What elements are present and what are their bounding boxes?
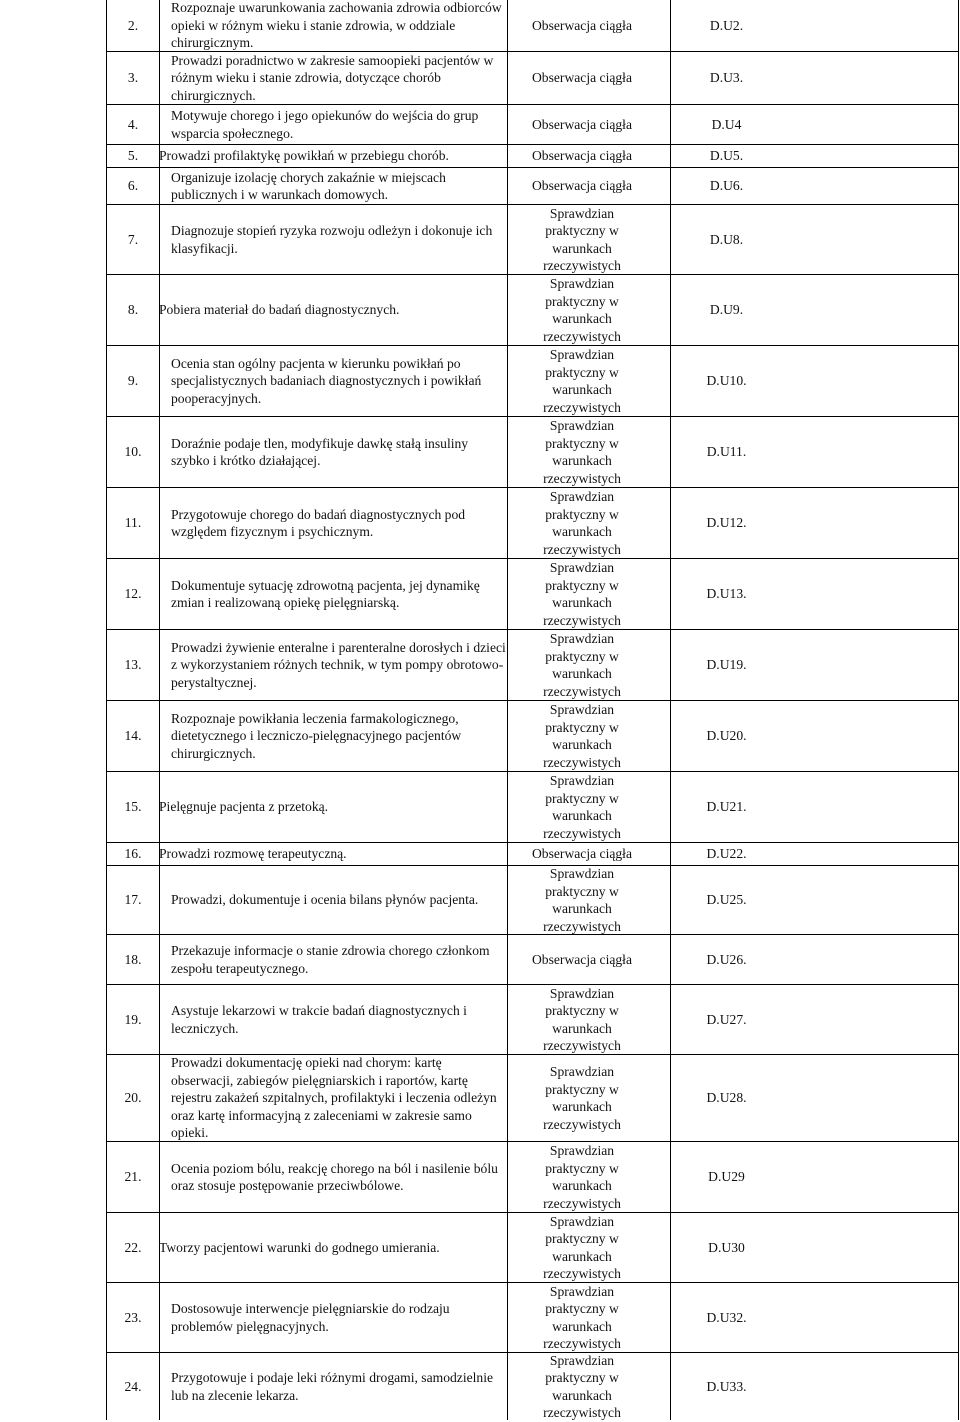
verification-method bbox=[507, 843, 657, 865]
outcome-description bbox=[171, 1055, 511, 1141]
outcome-description bbox=[171, 0, 511, 51]
verification-method-line: Sprawdzian bbox=[549, 1213, 615, 1229]
outcome-code-text: D.U3. bbox=[709, 70, 744, 86]
outcome-code bbox=[670, 275, 783, 345]
outcome-code-text: D.U32. bbox=[706, 1309, 747, 1325]
verification-method bbox=[507, 105, 657, 144]
row-number-text: 13. bbox=[124, 657, 142, 673]
table-row bbox=[107, 1213, 958, 1283]
row-number-text: 21. bbox=[124, 1169, 142, 1185]
table-row bbox=[107, 168, 958, 205]
outcome-code bbox=[670, 417, 783, 487]
row-number bbox=[107, 168, 159, 204]
outcome-description-text: Dostosowuje interwencje pielęgniarskie do rodzaju problemów pielęgnacyjnych. bbox=[171, 1301, 450, 1334]
verification-method bbox=[507, 630, 657, 700]
row-number-text: 19. bbox=[124, 1011, 142, 1027]
outcome-code bbox=[670, 1055, 783, 1141]
verification-method-line: Sprawdzian bbox=[549, 489, 615, 504]
row-number-text: 4. bbox=[127, 116, 139, 132]
row-number: 15. bbox=[124, 799, 142, 815]
row-number bbox=[107, 559, 159, 629]
row-number bbox=[107, 866, 159, 934]
verification-method-line: rzeczywistych bbox=[543, 328, 621, 344]
verification-method-line: praktyczny w bbox=[545, 790, 619, 806]
verification-method-line: rzeczywistych bbox=[543, 1266, 621, 1281]
outcome-description-text: Rozpoznaje powikłania leczenia farmakologicznego, dietetycznego i leczniczo-pielęgnacyjnego pacjentów chirurgicznych. bbox=[171, 710, 462, 761]
verification-method bbox=[507, 488, 657, 558]
row-number bbox=[107, 0, 159, 51]
verification-method-line: praktyczny w bbox=[545, 223, 619, 238]
outcome-description bbox=[171, 488, 511, 558]
verification-method-text: Obserwacja ciągła bbox=[531, 116, 632, 132]
verification-method bbox=[507, 866, 657, 934]
outcome-description-text: Ocenia stan ogólny pacjenta w kierunku powikłań po specjalistycznych badaniach diagnostycznych i powikłań pooperacyjnych. bbox=[171, 355, 482, 406]
verification-method bbox=[507, 205, 657, 274]
outcome-description-text: Ocenia poziom bólu, reakcję chorego na ból i nasilenie bólu oraz stosuje postępowanie przeciwbólowe. bbox=[171, 1160, 498, 1193]
outcome-code-text: D.U27. bbox=[706, 1011, 747, 1027]
row-number bbox=[107, 346, 159, 416]
verification-method-line: warunkach bbox=[552, 737, 612, 752]
verification-method bbox=[507, 1213, 657, 1282]
verification-method-line: rzeczywistych bbox=[543, 399, 621, 415]
outcome-description-text: Tworzy pacjentowi warunki do godnego umierania. bbox=[159, 1239, 440, 1255]
verification-method-line: rzeczywistych bbox=[543, 754, 621, 770]
verification-method-line: praktyczny w bbox=[545, 1081, 619, 1097]
outcome-code bbox=[670, 1283, 783, 1352]
table-row bbox=[107, 630, 958, 701]
outcome-code-text: D.U13. bbox=[706, 586, 747, 602]
verification-method-text: Obserwacja ciągła bbox=[531, 148, 632, 164]
row-number-text: 10. bbox=[124, 444, 142, 460]
outcome-description bbox=[171, 1283, 511, 1352]
verification-method bbox=[507, 145, 657, 167]
outcome-description-text: Prowadzi, dokumentuje i ocenia bilans płynów pacjenta. bbox=[171, 892, 479, 908]
outcome-description-text: Prowadzi profilaktykę powikłań w przebiegu chorób. bbox=[159, 148, 449, 164]
verification-method-line: praktyczny w bbox=[545, 293, 619, 309]
outcome-description bbox=[127, 275, 511, 345]
verification-method-line: Sprawdzian bbox=[549, 866, 615, 881]
verification-method-line: warunkach bbox=[552, 666, 612, 681]
verification-method-line: rzeczywistych bbox=[543, 1336, 621, 1351]
verification-method-line: warunkach bbox=[552, 240, 612, 256]
outcome-code bbox=[670, 866, 783, 934]
verification-method-line: Sprawdzian bbox=[549, 631, 615, 646]
verification-method bbox=[507, 1353, 657, 1420]
outcome-description bbox=[171, 866, 511, 934]
outcome-description bbox=[171, 168, 511, 204]
outcome-description bbox=[171, 630, 511, 700]
table-row bbox=[107, 346, 958, 417]
outcome-description-text: Przygotowuje chorego do badań diagnostycznych pod względem fizycznym i psychicznym. bbox=[171, 506, 466, 539]
row-number bbox=[107, 985, 159, 1054]
row-number bbox=[107, 1142, 159, 1212]
outcome-code bbox=[670, 205, 783, 274]
row-number bbox=[107, 935, 159, 984]
verification-method bbox=[507, 275, 657, 345]
verification-method-line: warunkach bbox=[552, 524, 612, 539]
outcome-description-text: Dokumentuje sytuację zdrowotną pacjenta, jej dynamikę zmian i realizowaną opiekę pielęgniarską. bbox=[171, 577, 480, 610]
verification-method-line: praktyczny w bbox=[545, 506, 619, 522]
outcome-description bbox=[171, 985, 511, 1054]
outcome-code-text: D.U26. bbox=[706, 951, 747, 967]
outcome-description-text: Pobiera materiał do badań diagnostycznych. bbox=[159, 302, 400, 318]
table-row bbox=[107, 559, 958, 630]
table-row bbox=[107, 1283, 958, 1353]
row-number-text: 12. bbox=[124, 586, 142, 602]
outcome-code-text: D.U25. bbox=[706, 892, 747, 908]
row-number bbox=[107, 1055, 159, 1141]
verification-method-line: warunkach bbox=[552, 1248, 612, 1264]
verification-method bbox=[507, 1283, 657, 1352]
outcome-description bbox=[171, 52, 511, 104]
verification-method-line: warunkach bbox=[552, 808, 612, 823]
row-number-text: 6. bbox=[127, 178, 139, 194]
outcome-description-text: Prowadzi dokumentację opieki nad chorym: kartę obserwacji, zabiegów pielęgniarskich i raportów, kartę rejestru zakażeń szpitalnych, profilaktyki i leczenia odleżyn oraz kartę informacyjną z zaleceniami w zakresie samo opieki. bbox=[171, 1055, 497, 1141]
verification-method-line: Sprawdzian bbox=[549, 702, 615, 717]
row-number-text: 9. bbox=[127, 373, 139, 389]
outcome-code-text: D.U19. bbox=[706, 657, 747, 673]
outcome-description-text: Przekazuje informacje o stanie zdrowia chorego członkom zespołu terapeutycznego. bbox=[171, 943, 490, 976]
verification-method-line: rzeczywistych bbox=[543, 1195, 621, 1211]
verification-method-text: Obserwacja ciągła bbox=[531, 951, 632, 967]
verification-method-line: praktyczny w bbox=[545, 1301, 619, 1316]
verification-method-line: warunkach bbox=[552, 595, 612, 610]
outcome-code-text: D.U20. bbox=[706, 728, 747, 744]
table-row bbox=[107, 866, 958, 935]
row-number-text: 2. bbox=[127, 17, 139, 33]
outcome-code bbox=[670, 935, 783, 984]
outcome-description bbox=[124, 1213, 511, 1282]
outcome-description-text: Organizuje izolację chorych zakaźnie w miejscach publicznych i w warunkach domowych. bbox=[171, 169, 446, 202]
verification-method-line: Sprawdzian bbox=[549, 418, 615, 433]
verification-method-line: praktyczny w bbox=[545, 435, 619, 451]
table-row bbox=[107, 1055, 958, 1142]
verification-method bbox=[507, 52, 657, 104]
verification-method-line: warunkach bbox=[552, 901, 612, 916]
outcome-code bbox=[670, 843, 783, 865]
outcome-code-text: D.U29 bbox=[708, 1169, 745, 1185]
verification-method-line: warunkach bbox=[552, 1099, 612, 1114]
verification-method bbox=[507, 772, 657, 842]
verification-method-line: Sprawdzian bbox=[549, 1143, 615, 1158]
row-number: 8. bbox=[127, 302, 139, 318]
verification-method-line: praktyczny w bbox=[545, 883, 619, 899]
outcome-code bbox=[670, 1142, 783, 1212]
outcome-code bbox=[670, 630, 783, 700]
outcome-code bbox=[670, 0, 783, 51]
table-row bbox=[107, 0, 958, 52]
verification-method-line: Sprawdzian bbox=[549, 205, 615, 221]
outcome-description-text: Prowadzi rozmowę terapeutyczną. bbox=[159, 846, 347, 862]
outcome-code bbox=[670, 145, 783, 167]
row-number-text: 14. bbox=[124, 728, 142, 744]
row-number-text: 20. bbox=[124, 1090, 142, 1106]
verification-method bbox=[507, 1055, 657, 1141]
outcome-code-text: D.U30 bbox=[708, 1239, 745, 1255]
outcome-code-text: D.U10. bbox=[706, 373, 747, 389]
row-number bbox=[107, 417, 159, 487]
verification-method bbox=[507, 1142, 657, 1212]
verification-method bbox=[507, 935, 657, 984]
verification-method-line: Sprawdzian bbox=[549, 276, 615, 291]
row-number-text: 23. bbox=[124, 1309, 142, 1325]
outcome-description bbox=[124, 843, 511, 865]
outcome-description-text: Asystuje lekarzowi w trakcie badań diagnostycznych i leczniczych. bbox=[171, 1003, 467, 1036]
verification-method-line: Sprawdzian bbox=[549, 1064, 615, 1079]
verification-method-line: rzeczywistych bbox=[543, 612, 621, 628]
table-row bbox=[107, 205, 958, 275]
verification-method-line: warunkach bbox=[552, 453, 612, 468]
verification-method-line: praktyczny w bbox=[545, 1003, 619, 1018]
verification-method-line: rzeczywistych bbox=[543, 1116, 621, 1132]
outcome-code bbox=[670, 1213, 783, 1282]
outcome-code-text: D.U12. bbox=[706, 515, 747, 531]
outcome-description bbox=[171, 935, 511, 984]
row-number-text: 11. bbox=[124, 515, 142, 531]
row-number bbox=[107, 701, 159, 771]
verification-method-line: Sprawdzian bbox=[549, 985, 615, 1001]
outcome-code-text: D.U21. bbox=[706, 799, 747, 815]
outcome-description-text: Prowadzi poradnictwo w zakresie samoopieki pacjentów w różnym wieku i stanie zdrowia, dotyczące chorób chirurgicznych. bbox=[171, 52, 494, 103]
outcome-code-text: D.U33. bbox=[706, 1378, 747, 1394]
verification-method-line: warunkach bbox=[552, 1387, 612, 1403]
verification-method-text: Obserwacja ciągła bbox=[531, 178, 632, 194]
row-number-text: 7. bbox=[127, 231, 139, 247]
outcome-code-text: D.U4 bbox=[711, 116, 742, 132]
row-number: 16. bbox=[124, 846, 142, 862]
verification-method-line: rzeczywistych bbox=[543, 825, 621, 841]
table-row bbox=[107, 1353, 958, 1420]
row-number bbox=[107, 205, 159, 274]
verification-method bbox=[507, 417, 657, 487]
outcome-code-text: D.U22. bbox=[706, 846, 747, 862]
verification-method-line: praktyczny w bbox=[545, 648, 619, 664]
verification-method-text: Obserwacja ciągła bbox=[531, 70, 632, 86]
row-number bbox=[107, 630, 159, 700]
verification-method-line: warunkach bbox=[552, 382, 612, 397]
table-row bbox=[107, 935, 958, 985]
row-number-text: 3. bbox=[127, 70, 139, 86]
outcome-code-text: D.U8. bbox=[709, 231, 744, 247]
learning-outcomes-table bbox=[106, 0, 959, 1420]
verification-method-line: warunkach bbox=[552, 1178, 612, 1193]
row-number-text: 17. bbox=[124, 892, 142, 908]
verification-method-line: praktyczny w bbox=[545, 364, 619, 380]
outcome-code bbox=[670, 701, 783, 771]
outcome-code bbox=[670, 985, 783, 1054]
table-row bbox=[107, 52, 958, 105]
outcome-description bbox=[124, 772, 511, 842]
row-number bbox=[107, 488, 159, 558]
outcome-code bbox=[670, 52, 783, 104]
outcome-description bbox=[171, 1353, 511, 1420]
verification-method-line: praktyczny w bbox=[545, 577, 619, 593]
outcome-code-text: D.U6. bbox=[709, 178, 744, 194]
table-row bbox=[107, 772, 958, 843]
verification-method-line: Sprawdzian bbox=[549, 347, 615, 362]
outcome-description-text: Motywuje chorego i jego opiekunów do wejścia do grup wsparcia społecznego. bbox=[171, 108, 479, 141]
outcome-description bbox=[171, 205, 511, 274]
outcome-code-text: D.U11. bbox=[706, 444, 747, 460]
table-row bbox=[107, 701, 958, 772]
row-number-text: 18. bbox=[124, 951, 142, 967]
outcome-description-text: Przygotowuje i podaje leki różnymi drogami, samodzielnie lub na zlecenie lekarza. bbox=[171, 1370, 494, 1403]
verification-method bbox=[507, 559, 657, 629]
row-number: 5. bbox=[127, 148, 139, 164]
row-number bbox=[107, 52, 159, 104]
table-row bbox=[107, 1142, 958, 1213]
verification-method-text: Obserwacja ciągła bbox=[531, 846, 632, 862]
table-row bbox=[107, 417, 958, 488]
verification-method bbox=[507, 0, 657, 51]
table-row bbox=[107, 145, 958, 168]
verification-method-line: Sprawdzian bbox=[549, 560, 615, 575]
outcome-description-text: Diagnozuje stopień ryzyka rozwoju odleżyn i dokonuje ich klasyfikacji. bbox=[171, 223, 493, 256]
outcome-code bbox=[670, 168, 783, 204]
table-row bbox=[107, 488, 958, 559]
outcome-code bbox=[670, 346, 783, 416]
row-number bbox=[107, 1353, 159, 1420]
verification-method-line: rzeczywistych bbox=[543, 1038, 621, 1053]
verification-method bbox=[507, 701, 657, 771]
verification-method-line: Sprawdzian bbox=[549, 1283, 615, 1299]
verification-method-line: rzeczywistych bbox=[543, 470, 621, 486]
verification-method-line: praktyczny w bbox=[545, 1370, 619, 1385]
verification-method bbox=[507, 346, 657, 416]
outcome-description bbox=[171, 417, 511, 487]
verification-method-line: warunkach bbox=[552, 311, 612, 326]
verification-method-line: rzeczywistych bbox=[543, 683, 621, 699]
row-number bbox=[107, 1283, 159, 1352]
verification-method-line: rzeczywistych bbox=[543, 918, 621, 934]
outcome-description-text: Doraźnie podaje tlen, modyfikuje dawkę stałą insuliny szybko i krótko działającej. bbox=[171, 435, 469, 468]
verification-method-line: rzeczywistych bbox=[543, 1405, 621, 1420]
outcome-code-text: D.U28. bbox=[706, 1090, 747, 1106]
verification-method-text: Obserwacja ciągła bbox=[531, 17, 632, 33]
outcome-code-text: D.U5. bbox=[709, 148, 744, 164]
outcome-code bbox=[670, 105, 783, 144]
verification-method-line: rzeczywistych bbox=[543, 541, 621, 557]
verification-method-line: praktyczny w bbox=[545, 1160, 619, 1176]
verification-method-line: Sprawdzian bbox=[549, 773, 615, 788]
outcome-description-text: Prowadzi żywienie enteralne i parenteralne dorosłych i dzieci z wykorzystaniem różnych technik, w tym pompy obrotowo-perystaltycznej. bbox=[171, 639, 506, 690]
outcome-code bbox=[670, 488, 783, 558]
table-row bbox=[107, 843, 958, 866]
outcome-description bbox=[171, 105, 511, 144]
table-row bbox=[107, 275, 958, 346]
verification-method-line: praktyczny w bbox=[545, 719, 619, 735]
outcome-description-text: Rozpoznaje uwarunkowania zachowania zdrowia odbiorców opieki w różnym wieku i stanie zdrowia, w oddziale chirurgicznym. bbox=[171, 0, 502, 51]
outcome-code bbox=[670, 559, 783, 629]
verification-method-line: Sprawdzian bbox=[549, 1352, 615, 1368]
outcome-description bbox=[127, 145, 511, 167]
verification-method-line: praktyczny w bbox=[545, 1231, 619, 1246]
verification-method bbox=[507, 985, 657, 1054]
table-row bbox=[107, 985, 958, 1055]
outcome-description bbox=[171, 346, 511, 416]
verification-method-line: rzeczywistych bbox=[543, 258, 621, 273]
verification-method-line: warunkach bbox=[552, 1318, 612, 1334]
row-number bbox=[107, 105, 159, 144]
verification-method-line: warunkach bbox=[552, 1020, 612, 1036]
outcome-code bbox=[670, 772, 783, 842]
table-row bbox=[107, 105, 958, 145]
outcome-description bbox=[171, 1142, 511, 1212]
verification-method bbox=[507, 168, 657, 204]
outcome-code bbox=[670, 1353, 783, 1420]
outcome-code-text: D.U9. bbox=[709, 302, 744, 318]
outcome-description bbox=[171, 559, 511, 629]
row-number-text: 24. bbox=[124, 1378, 142, 1394]
outcome-description bbox=[171, 701, 511, 771]
row-number: 22. bbox=[124, 1239, 142, 1255]
outcome-description-text: Pielęgnuje pacjenta z przetoką. bbox=[159, 799, 329, 815]
outcome-code-text: D.U2. bbox=[709, 17, 744, 33]
